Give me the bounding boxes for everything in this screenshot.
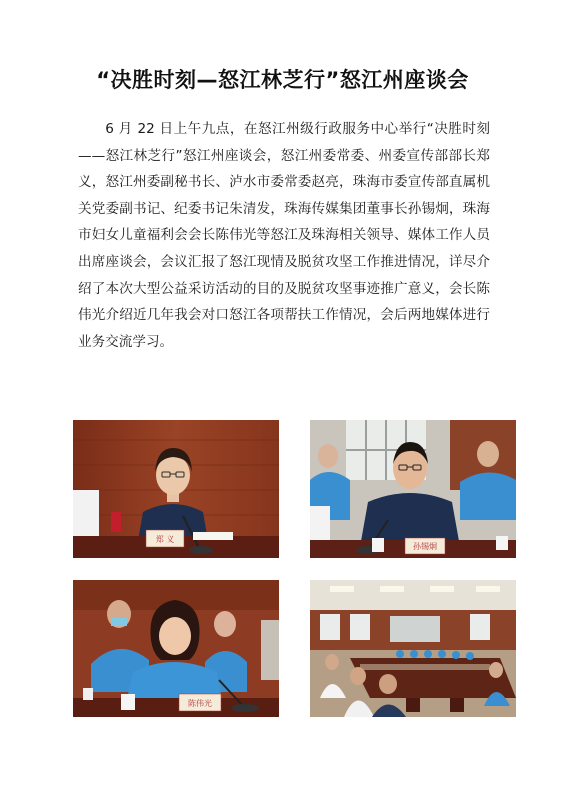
meeting-photo-speaker-woman [73,420,279,558]
meeting-photo-conference-room [310,580,516,717]
nameplate-label: 陈伟光 [188,699,212,708]
nameplate-label: 孙锡炯 [413,542,437,551]
nameplate-label: 郑 义 [155,535,175,544]
meeting-photo-speaker-man [310,420,516,558]
document-paragraph: 6 月 22 日上午九点，在怒江州级行政服务中心举行“决胜时刻——怒江林芝行”怒江州座谈会，怒江州委常委、州委宣传部部长郑义，怒江州委副秘书长、泸水市委常委赵亮，珠海市委宣传部直属机关党委副书记、纪委书记朱清发，珠海传媒集团董事长孙锡炯，珠海市妇女儿童福利会会长陈伟光等怒江及珠海相关领导、媒体工作人员出席座谈会，会议汇报了怒江现情及脱贫攻坚工作推进情况，详尽介绍了本次大型公益采访活动的目的及脱贫攻坚事迹推广意义，会长陈伟光介绍近几年我会对口怒江各项帮扶工作情况，会后两地媒体进行业务交流学习。 [78,121,490,350]
meeting-photo-speaker-blue-shirt [73,580,279,717]
document-title: “决胜时刻—怒江林芝行”怒江州座谈会 [96,68,469,92]
